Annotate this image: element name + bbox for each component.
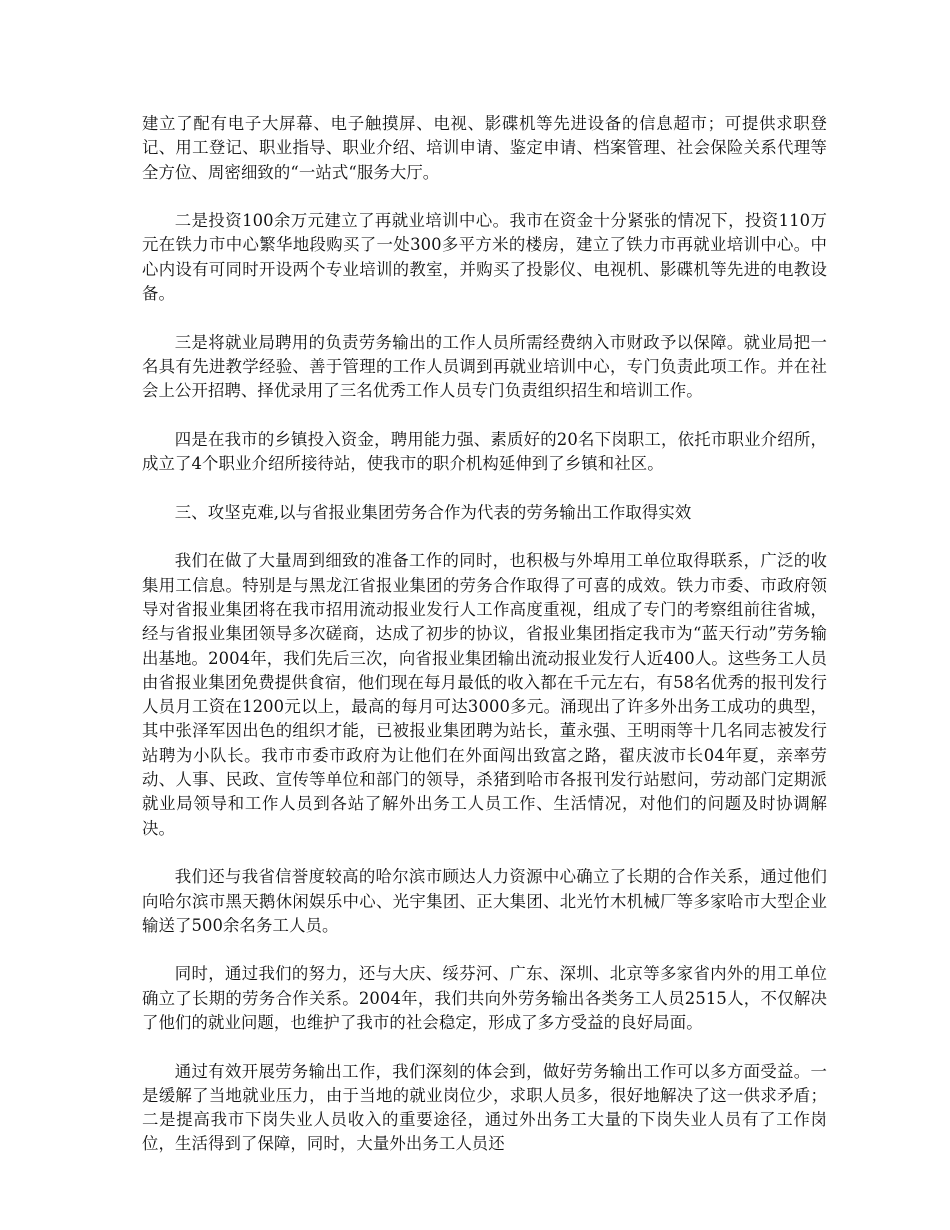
document-page — [142, 112, 827, 1181]
paragraph-harbin-partner: 我们还与我省信誉度较高的哈尔滨市顾达人力资源中心确立了长期的合作关系，通过他们向哈尔滨市黑天鹅休闲娱乐中心、光宇集团、正大集团、北光竹木机械厂等多家哈市大型企业输送了500余名务工人员。 — [142, 867, 827, 935]
paragraph-service-hall: 建立了配有电子大屏幕、电子触摸屏、电视、影碟机等先进设备的信息超市；可提供求职登记、用工登记、职业指导、职业介绍、培训申请、鉴定申请、档案管理、社会保险关系代理等全方位、周密细致的“一站式“服务大厅。 — [142, 114, 827, 182]
paragraph-training-center: 二是投资100余万元建立了再就业培训中心。我市在资金十分紧张的情况下，投资110万元在铁力市中心繁华地段购买了一处300多平方米的楼房，建立了铁力市再就业培训中心。中心内设有可同时开设两个专业培训的教室，并购买了投影仪、电视机、影碟机等先进的电教设备。 — [142, 211, 827, 304]
paragraph-newspaper-group: 我们在做了大量周到细致的准备工作的同时，也积极与外埠用工单位取得联系，广泛的收集用工信息。特别是与黑龙江省报业集团的劳务合作取得了可喜的成效。铁力市委、市政府领导对省报业集团将在我市招用流动报业发行人工作高度重视，组成了专门的考察组前往省城，经与省报业集团领导多次磋商，达成了初步的协议，省报业集团指定我市为“蓝天行动”劳务输出基地。2004年，我们先后三次，向省报业集团输出流动报业发行人近400人。这些务工人员由省报业集团免费提供食宿，他们现在每月最低的收入都在千元左右，有58名优秀的报刊发行人员月工资在1200元以上，最高的每月可达3000多元。涌现出了许多外出务工成功的典型，其中张泽军因出色的组织才能，已被报业集团聘为站长，董永强、王明雨等十几名同志被发行站聘为小队长。我市市委市政府为让他们在外面闯出致富之路，翟庆波市长04年夏，亲率劳动、人事、民政、宣传等单位和部门的领导，杀猪到哈市各报刊发行站慰问，劳动部门定期派就业局领导和工作人员到各站了解外出务工人员工作、生活情况，对他们的问题及时协调解决。 — [142, 551, 827, 838]
paragraph-labor-cooperation: 同时，通过我们的努力，还与大庆、绥芬河、广东、深圳、北京等多家省内外的用工单位确立了长期的劳务合作关系。2004年，我们共向外劳务输出各类务工人员2515人，不仅解决了他们的就业问题，也维护了我市的社会稳定，形成了多方受益的良好局面。 — [142, 964, 827, 1032]
paragraph-benefits: 通过有效开展劳务输出工作，我们深刻的体会到，做好劳务输出工作可以多方面受益。一是缓解了当地就业压力，由于当地的就业岗位少，求职人员多，很好地解决了这一供求矛盾；二是提高我市下岗失业人员收入的重要途径，通过外出务工大量的下岗失业人员有了工作岗位，生活得到了保障，同时，大量外出务工人员还 — [142, 1061, 827, 1154]
paragraph-staff-funding: 三是将就业局聘用的负责劳务输出的工作人员所需经费纳入市财政予以保障。就业局把一名具有先进教学经验、善于管理的工作人员调到再就业培训中心，专门负责此项工作。并在社会上公开招聘、择优录用了三名优秀工作人员专门负责组织招生和培训工作。 — [142, 332, 827, 401]
paragraph-township-stations: 四是在我市的乡镇投入资金，聘用能力强、素质好的20名下岗职工，依托市职业介绍所，成立了4个职业介绍所接待站，使我市的职介机构延伸到了乡镇和社区。 — [142, 429, 827, 474]
section-heading-three: 三、攻坚克难,以与省报业集团劳务合作为代表的劳务输出工作取得实效 — [174, 502, 692, 522]
